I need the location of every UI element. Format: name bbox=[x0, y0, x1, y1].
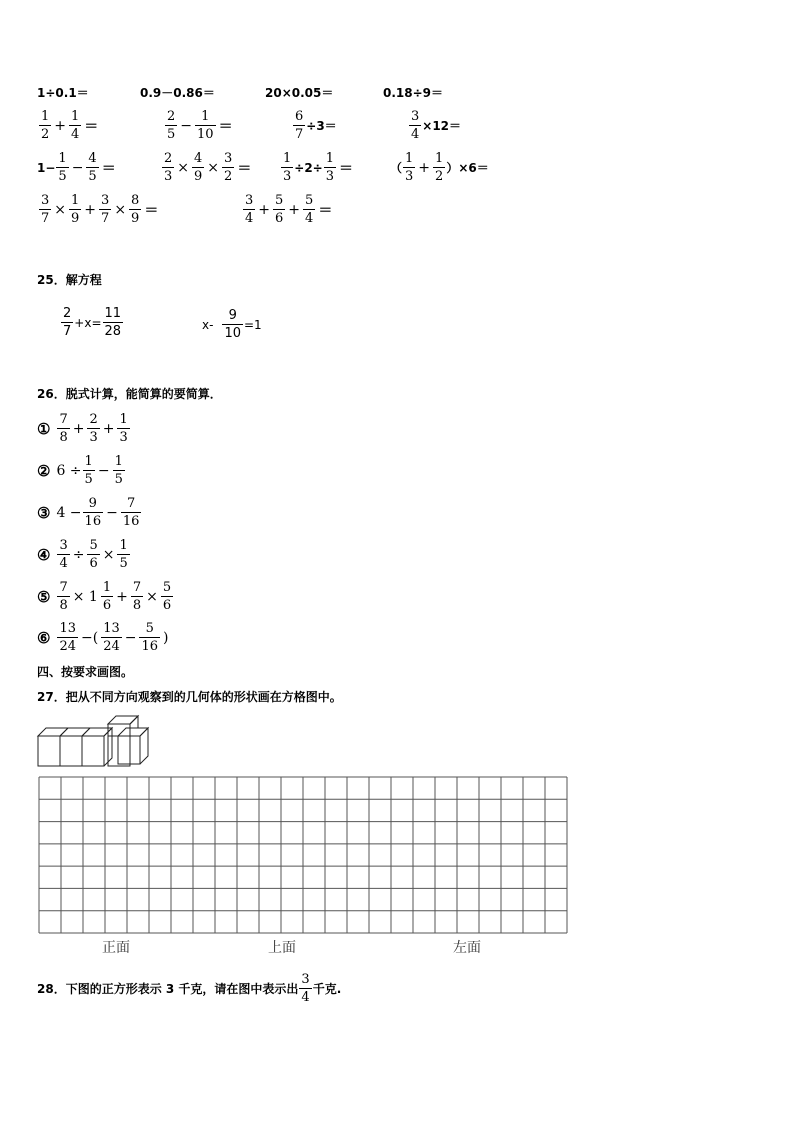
q27-title: 27．把从不同方向观察到的几何体的形状画在方格图中。 bbox=[37, 690, 342, 704]
q25-title: 25．解方程 bbox=[37, 273, 102, 287]
calc-14: 3 4 + $\frac{5}{6}$ + $\frac{5}{4}$ ＝ bbox=[245, 193, 333, 226]
circle-mark-5: ⑤ bbox=[37, 587, 51, 606]
label-top: 上面 bbox=[268, 940, 296, 956]
circle-mark-1: ① bbox=[37, 419, 51, 438]
calc-4: 0.18÷9＝ bbox=[383, 86, 444, 100]
calc-9: 1− $\frac{1}{5}$ − $\frac{4}{5}$ ＝ bbox=[37, 151, 116, 184]
q25-equation-1: 2 7 +x= $\frac{11}{28}$ bbox=[63, 306, 122, 339]
calc-2: 0.9－0.86＝ bbox=[140, 86, 215, 100]
section-4-heading: 四、按要求画图。 bbox=[37, 665, 134, 679]
q26-title: 26．脱式计算，能简算的要简算． bbox=[37, 387, 222, 401]
label-front: 正面 bbox=[102, 940, 130, 956]
label-left: 左面 bbox=[453, 940, 481, 956]
q26-item-2: ② 6 ÷ $\frac{1}{5}$ − $\frac{1}{5}$ bbox=[37, 454, 123, 487]
q26-item-6: ⑥ 13 24 −( 13 24 − $\frac{5}{16}$ ) bbox=[37, 621, 169, 654]
cube-figure bbox=[36, 714, 152, 770]
q26-item-1: ① 7 8 + $\frac{2}{3}$ + $\frac{1}{3}$ bbox=[37, 412, 128, 445]
calc-10: $\frac{2}{3}$ × $\frac{4}{9}$ × $\frac{3}{2}$ ＝ bbox=[164, 151, 252, 184]
circle-mark-2: ② bbox=[37, 461, 51, 480]
drawing-grid[interactable] bbox=[38, 776, 568, 934]
calc-8: $\frac{3}{4}$ ×12＝ bbox=[411, 109, 462, 142]
q26-item-3: ③ 4 − $\frac{9}{16}$ − $\frac{7}{16}$ bbox=[37, 496, 140, 529]
q25-equation-2: x- $\frac{9}{10}$ =1 bbox=[202, 308, 262, 341]
calc-1: 1÷0.1＝ bbox=[37, 86, 89, 100]
q28: 28．下图的正方形表示 3 千克，请在图中表示出 3 4 千克. bbox=[37, 972, 342, 1005]
circle-mark-3: ③ bbox=[37, 503, 51, 522]
calc-6: 2 5 − $\frac{1}{10}$ ＝ bbox=[167, 109, 233, 142]
calc-11: $\frac{1}{3}$ ÷2÷ $\frac{1}{3}$ ＝ bbox=[283, 151, 354, 184]
calc-7: $\frac{6}{7}$ ÷3＝ bbox=[295, 109, 337, 142]
q26-item-4: ④ $\frac{3}{4}$ ÷ $\frac{5}{6}$ × $\frac{1}{5}$ bbox=[37, 538, 128, 571]
circle-mark-6: ⑥ bbox=[37, 628, 51, 647]
circle-mark-4: ④ bbox=[37, 545, 51, 564]
calc-5: 1 2 + $\frac{1}{4}$ ＝ bbox=[41, 109, 99, 142]
calc-12: （ 1 3 + $\frac{1}{2}$ ）×6＝ bbox=[390, 151, 489, 184]
calc-3: 20×0.05＝ bbox=[265, 86, 334, 100]
q26-item-5: ⑤ $\frac{7}{8}$ × 1 1 6 + $\frac{7}{8}$ × $\frac{5}{6}$ bbox=[37, 580, 172, 613]
calc-13: $\frac{3}{7}$ × $\frac{1}{9}$ + $\frac{3}{7}$ × $\frac{8}{9}$ ＝ bbox=[41, 193, 159, 226]
